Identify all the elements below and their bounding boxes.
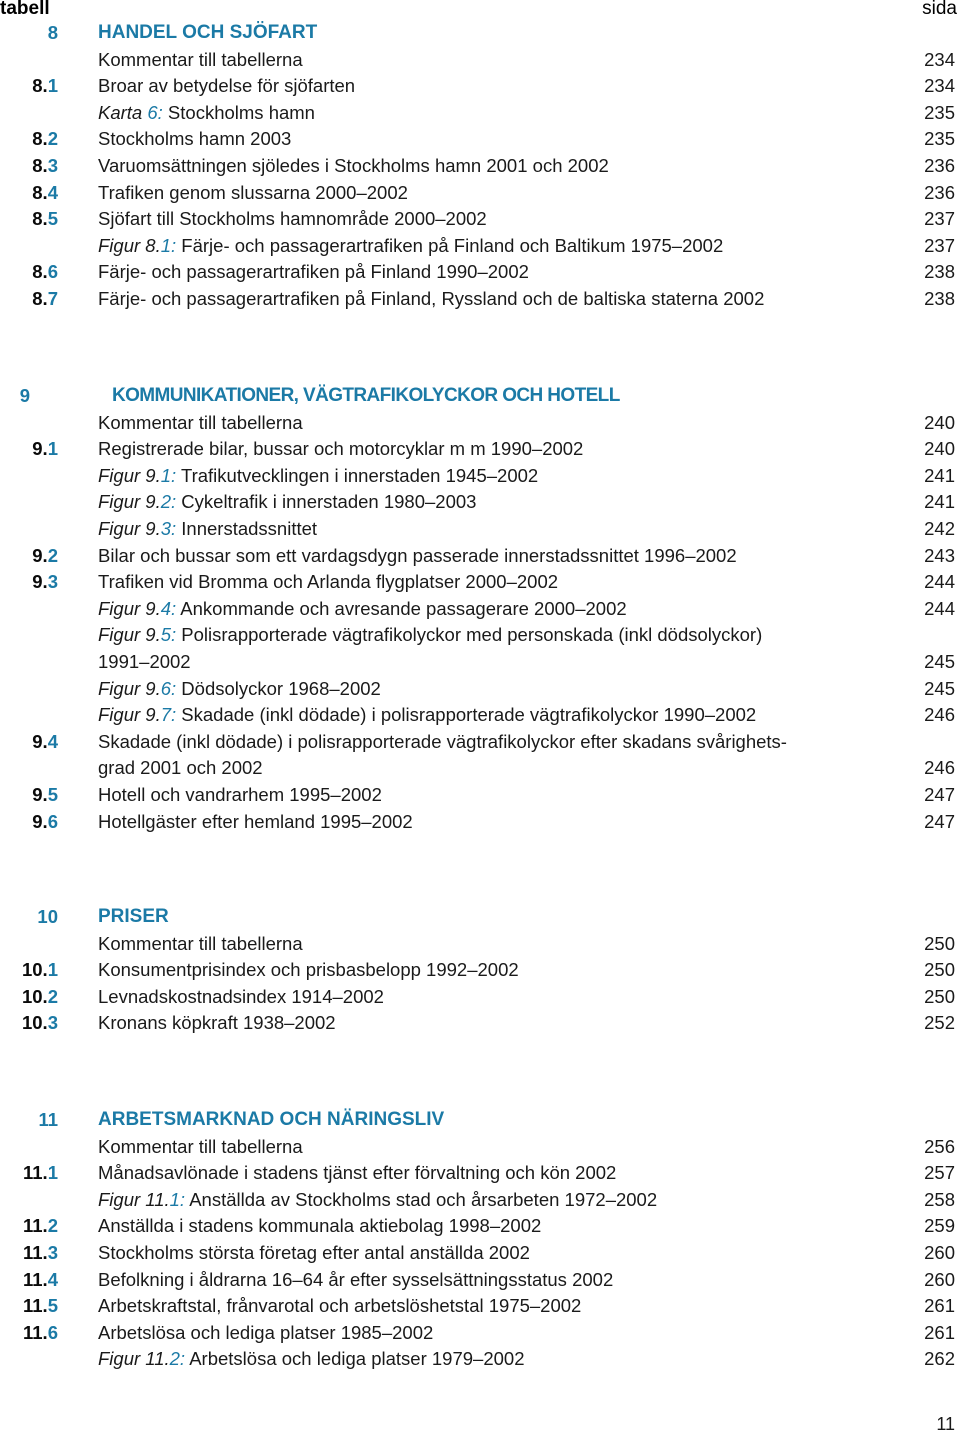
- entry-number-prefix: 10.: [21, 985, 48, 1007]
- toc-entry-table[interactable]: [0, 1213, 960, 1240]
- entry-title: [98, 489, 476, 516]
- toc-entry-table[interactable]: [0, 1320, 960, 1347]
- entry-page-number: 241: [924, 464, 955, 486]
- entry-title: Trafiken vid Bromma och Arlanda flygplatser 2000–2002: [98, 571, 559, 593]
- entry-number-suffix: 5: [47, 208, 58, 230]
- entry-number: [0, 569, 58, 596]
- figure-label: [98, 102, 163, 123]
- figure-label: [98, 491, 176, 512]
- entry-number-prefix: 9.: [32, 544, 48, 566]
- figure-label-suffix: 2:: [160, 491, 177, 513]
- toc-entry-table[interactable]: [0, 286, 960, 313]
- toc-entry-table[interactable]: [0, 543, 960, 570]
- entry-number-prefix: 10.: [21, 959, 48, 981]
- entry-title: Anställda i stadens kommunala aktiebolag 1998–2002: [98, 1215, 542, 1237]
- entry-number: [0, 126, 58, 153]
- toc-entry-comment[interactable]: [0, 47, 960, 74]
- toc-entry-figure[interactable]: [0, 1346, 960, 1373]
- entry-number-prefix: 11.: [23, 1295, 48, 1317]
- entry-title: Arbetskraftstal, frånvarotal och arbetslöshetstal 1975–2002: [98, 1295, 582, 1317]
- toc-entry-comment[interactable]: [0, 931, 960, 958]
- entry-number-prefix: 9.: [32, 810, 48, 832]
- section-heading[interactable]: [0, 904, 960, 931]
- entry-page-number: 260: [924, 1268, 955, 1290]
- entry-number-suffix: 4: [47, 181, 58, 203]
- entry-page-number: 238: [924, 287, 955, 309]
- entry-page-number: 238: [924, 261, 955, 283]
- entry-number: [0, 1320, 58, 1347]
- entry-title: Månadsavlönade i stadens tjänst efter förvaltning och kön 2002: [98, 1162, 617, 1184]
- entry-number: [0, 286, 58, 313]
- figure-title-text: Ankommande och avresande passagerare 2000–2002: [176, 597, 627, 619]
- entry-title: [98, 516, 317, 543]
- entry-page-number: 259: [924, 1215, 955, 1237]
- entry-number: [0, 1213, 58, 1240]
- entry-title: Färje- och passagerartrafiken på Finland 1990–2002: [98, 261, 529, 283]
- entry-number-prefix: 8.: [32, 75, 48, 97]
- entry-page-number: 246: [924, 757, 955, 779]
- figure-label-prefix: Figur 9.: [98, 704, 161, 726]
- column-header-tabell: tabell: [0, 0, 50, 19]
- toc-entry-figure[interactable]: [0, 622, 960, 649]
- toc-section: [0, 20, 960, 313]
- entry-number-prefix: 9.: [32, 730, 48, 752]
- entry-page-number: 250: [924, 932, 955, 954]
- entry-title: Arbetslösa och lediga platser 1985–2002: [98, 1321, 434, 1343]
- figure-label-suffix: 2:: [169, 1348, 186, 1370]
- figure-label: [98, 465, 176, 486]
- section-number: 10: [37, 906, 58, 927]
- entry-number-suffix: 4: [47, 1268, 58, 1290]
- entry-number-prefix: 9.: [32, 571, 48, 593]
- entry-number-suffix: 1: [47, 75, 58, 97]
- entry-title: Trafiken genom slussarna 2000–2002: [98, 181, 408, 203]
- entry-title: Levnadskostnadsindex 1914–2002: [98, 985, 384, 1007]
- toc-entry-figure[interactable]: [0, 516, 960, 543]
- figure-label: [98, 704, 176, 725]
- entry-page-number: 235: [924, 101, 955, 123]
- entry-number-suffix: 5: [47, 783, 58, 805]
- entry-number-suffix: 2: [47, 128, 58, 150]
- toc-entry-table[interactable]: [0, 1267, 960, 1294]
- figure-label-prefix: Figur 9.: [98, 491, 161, 513]
- entry-number-suffix: 6: [47, 810, 58, 832]
- toc-section: [0, 1107, 960, 1373]
- entry-title: [98, 596, 627, 623]
- entry-title: Stockholms hamn 2003: [98, 128, 292, 150]
- entry-title: [98, 463, 538, 490]
- entry-title: Kommentar till tabellerna: [98, 932, 303, 954]
- toc-entry-figure[interactable]: [0, 463, 960, 490]
- entry-page-number: 260: [924, 1241, 955, 1263]
- entry-page-number: 258: [924, 1188, 955, 1210]
- toc-entry-figure[interactable]: [0, 233, 960, 260]
- section-number: 9: [19, 385, 30, 406]
- entry-number-prefix: 10.: [21, 1012, 48, 1034]
- entry-number-prefix: 8.: [32, 128, 48, 150]
- toc-entry-cont[interactable]: [0, 755, 960, 782]
- entry-title: Befolkning i åldrarna 16–64 år efter sysselsättningsstatus 2002: [98, 1268, 614, 1290]
- entry-number-suffix: 2: [47, 1215, 58, 1237]
- figure-title-text: Anställda av Stockholms stad och årsarbeten 1972–2002: [185, 1188, 658, 1210]
- toc-section: [0, 383, 960, 835]
- figure-label-prefix: Figur 9.: [98, 597, 161, 619]
- entry-number: [0, 957, 58, 984]
- toc-entry-table[interactable]: [0, 126, 960, 153]
- entry-title: Konsumentprisindex och prisbasbelopp 1992–2002: [98, 959, 519, 981]
- section-title: PRISER: [98, 906, 169, 927]
- entry-page-number: 257: [924, 1162, 955, 1184]
- section-title: KOMMUNIKATIONER, VÄGTRAFIKOLYCKOR OCH HOTELL: [112, 385, 620, 406]
- entry-page-number: 262: [924, 1348, 955, 1370]
- entry-page-number: 240: [924, 411, 955, 433]
- figure-label: [98, 678, 176, 699]
- figure-label: [98, 235, 176, 256]
- entry-page-number: 250: [924, 959, 955, 981]
- toc-section: [0, 904, 960, 1037]
- entry-number-prefix: 11.: [23, 1241, 48, 1263]
- section-heading[interactable]: [0, 383, 960, 410]
- entry-page-number: 247: [924, 783, 955, 805]
- section-heading[interactable]: [0, 1107, 960, 1134]
- figure-label-prefix: Figur 9.: [98, 677, 161, 699]
- figure-label-suffix: 6:: [160, 677, 177, 699]
- column-header-sida: sida: [922, 0, 957, 19]
- figure-title-text: Cykeltrafik i innerstaden 1980–2003: [176, 491, 477, 513]
- entry-title: Bilar och bussar som ett vardagsdygn passerade innerstadssnittet 1996–2002: [98, 544, 737, 566]
- entry-page-number: 261: [924, 1321, 955, 1343]
- entry-title: [98, 100, 315, 127]
- figure-label-prefix: Figur 8.: [98, 234, 161, 256]
- entry-title: [98, 702, 756, 729]
- toc-entry-table[interactable]: [0, 180, 960, 207]
- entry-number-prefix: 8.: [32, 261, 48, 283]
- entry-title: Kronans köpkraft 1938–2002: [98, 1012, 336, 1034]
- toc-entry-table[interactable]: [0, 436, 960, 463]
- toc-entry-table[interactable]: [0, 206, 960, 233]
- entry-number: [0, 984, 58, 1011]
- entry-number: [0, 543, 58, 570]
- figure-label: [98, 624, 176, 645]
- entry-page-number: 245: [924, 650, 955, 672]
- figure-label: [98, 598, 176, 619]
- entry-number-suffix: 4: [47, 730, 58, 752]
- entry-number: [0, 153, 58, 180]
- figure-label-suffix: 6:: [147, 101, 163, 123]
- toc-entry-table[interactable]: [0, 782, 960, 809]
- figure-label-prefix: Figur 9.: [98, 464, 161, 486]
- entry-number-prefix: 8.: [32, 287, 48, 309]
- figure-label-suffix: 5:: [160, 624, 177, 646]
- entry-number-suffix: 3: [47, 1012, 58, 1034]
- toc-entry-comment[interactable]: [0, 410, 960, 437]
- figure-label-suffix: 1:: [169, 1188, 186, 1210]
- entry-title: Skadade (inkl dödade) i polisrapporterade vägtrafikolyckor efter skadans svårighets-: [98, 730, 787, 752]
- entry-title: Sjöfart till Stockholms hamnområde 2000–2002: [98, 208, 487, 230]
- toc-entry-table[interactable]: [0, 1240, 960, 1267]
- toc-entry-table[interactable]: [0, 984, 960, 1011]
- figure-label: [98, 1189, 185, 1210]
- entry-title: Broar av betydelse för sjöfarten: [98, 75, 356, 97]
- entry-number: [0, 1240, 58, 1267]
- figure-label-suffix: 1:: [160, 464, 177, 486]
- entry-number-suffix: 1: [47, 959, 58, 981]
- entry-number-prefix: 11.: [23, 1215, 48, 1237]
- figure-title-text: Innerstadssnittet: [176, 517, 318, 539]
- figure-label-prefix: Figur 11.: [98, 1348, 170, 1370]
- entry-number: [0, 73, 58, 100]
- figure-label-suffix: 7:: [160, 704, 177, 726]
- entry-number: [0, 1267, 58, 1294]
- toc-entry-table[interactable]: [0, 259, 960, 286]
- entry-title: Kommentar till tabellerna: [98, 48, 303, 70]
- entry-title: [98, 676, 381, 703]
- entry-number-prefix: 11.: [23, 1162, 48, 1184]
- entry-page-number: 237: [924, 234, 955, 256]
- entry-number: [0, 206, 58, 233]
- entry-number-prefix: 8.: [32, 181, 48, 203]
- entry-title: [98, 622, 762, 649]
- figure-label-suffix: 1:: [160, 234, 177, 256]
- toc-entry-table[interactable]: [0, 729, 960, 756]
- figure-title-text: Skadade (inkl dödade) i polisrapporterade vägtrafikolyckor 1990–2002: [176, 704, 757, 726]
- toc-entry-figure[interactable]: [0, 676, 960, 703]
- figure-label-prefix: Figur 9.: [98, 624, 161, 646]
- entry-title: grad 2001 och 2002: [98, 757, 263, 779]
- figure-label-suffix: 3:: [160, 517, 177, 539]
- figure-title-text: Polisrapporterade vägtrafikolyckor med personskada (inkl dödsolyckor): [176, 624, 763, 646]
- entry-number-suffix: 2: [47, 544, 58, 566]
- section-title: HANDEL OCH SJÖFART: [98, 22, 318, 43]
- toc-entry-table[interactable]: [0, 1293, 960, 1320]
- entry-page-number: 247: [924, 810, 955, 832]
- entry-number-suffix: 7: [47, 287, 58, 309]
- toc-entry-figure[interactable]: [0, 702, 960, 729]
- entry-title: Stockholms största företag efter antal anställda 2002: [98, 1241, 530, 1263]
- entry-title: [98, 1346, 525, 1373]
- section-heading[interactable]: [0, 20, 960, 47]
- figure-label: [98, 1348, 185, 1369]
- entry-title: Kommentar till tabellerna: [98, 411, 303, 433]
- toc-entry-table[interactable]: [0, 957, 960, 984]
- entry-page-number: 240: [924, 438, 955, 460]
- entry-page-number: 236: [924, 154, 955, 176]
- figure-label-prefix: Figur 9.: [98, 517, 161, 539]
- entry-number: [0, 729, 58, 756]
- entry-page-number: 252: [924, 1012, 955, 1034]
- figure-title-text: Stockholms hamn: [162, 101, 315, 123]
- entry-title: Hotellgäster efter hemland 1995–2002: [98, 810, 413, 832]
- entry-title: Varuomsättningen sjöledes i Stockholms hamn 2001 och 2002: [98, 154, 609, 176]
- figure-title-text: Arbetslösa och lediga platser 1979–2002: [185, 1348, 525, 1370]
- figure-label-prefix: Karta: [98, 101, 148, 123]
- entry-title: Färje- och passagerartrafiken på Finland, Ryssland och de baltiska staterna 2002: [98, 287, 765, 309]
- entry-number-suffix: 3: [47, 154, 58, 176]
- entry-page-number: 237: [924, 208, 955, 230]
- entry-page-number: 250: [924, 985, 955, 1007]
- toc-entry-table[interactable]: [0, 73, 960, 100]
- figure-label-suffix: 4:: [160, 597, 177, 619]
- entry-number: [0, 809, 58, 836]
- entry-title: Hotell och vandrarhem 1995–2002: [98, 783, 382, 805]
- toc-entry-table[interactable]: [0, 1160, 960, 1187]
- toc-entry-comment[interactable]: [0, 1134, 960, 1161]
- entry-page-number: 244: [924, 571, 955, 593]
- entry-number-prefix: 8.: [32, 208, 48, 230]
- entry-number: [0, 1160, 58, 1187]
- figure-title-text: Trafikutvecklingen i innerstaden 1945–2002: [176, 464, 539, 486]
- figure-label: [98, 518, 176, 539]
- entry-number-prefix: 9.: [32, 783, 48, 805]
- entry-title: Kommentar till tabellerna: [98, 1135, 303, 1157]
- entry-page-number: 236: [924, 181, 955, 203]
- entry-number-suffix: 6: [47, 261, 58, 283]
- entry-page-number: 246: [924, 704, 955, 726]
- entry-number: [0, 1293, 58, 1320]
- entry-page-number: 244: [924, 597, 955, 619]
- toc-entry-table[interactable]: [0, 153, 960, 180]
- toc-entry-figure[interactable]: [0, 1187, 960, 1214]
- figure-title-text: Dödsolyckor 1968–2002: [176, 677, 381, 699]
- entry-number: [0, 436, 58, 463]
- toc-entry-table[interactable]: [0, 809, 960, 836]
- figure-title-text: Färje- och passagerartrafiken på Finland och Baltikum 1975–2002: [176, 234, 724, 256]
- entry-page-number: 234: [924, 48, 955, 70]
- entry-number-suffix: 1: [47, 438, 58, 460]
- entry-page-number: 245: [924, 677, 955, 699]
- entry-page-number: 242: [924, 517, 955, 539]
- entry-title: 1991–2002: [98, 650, 191, 672]
- entry-number-suffix: 3: [47, 1241, 58, 1263]
- entry-title: [98, 233, 723, 260]
- entry-number-prefix: 8.: [32, 154, 48, 176]
- entry-number-suffix: 5: [47, 1295, 58, 1317]
- page-number: 11: [936, 1414, 955, 1434]
- entry-number: [0, 180, 58, 207]
- toc-entry-figure[interactable]: [0, 489, 960, 516]
- entry-number-prefix: 11.: [23, 1321, 48, 1343]
- entry-page-number: 241: [924, 491, 955, 513]
- toc-entry-table[interactable]: [0, 1010, 960, 1037]
- section-title: ARBETSMARKNAD OCH NÄRINGSLIV: [98, 1109, 445, 1130]
- toc-entry-table[interactable]: [0, 569, 960, 596]
- entry-page-number: 243: [924, 544, 955, 566]
- entry-page-number: 256: [924, 1135, 955, 1157]
- entry-number-suffix: 6: [47, 1321, 58, 1343]
- toc-entry-cont[interactable]: [0, 649, 960, 676]
- section-number: 8: [47, 22, 58, 43]
- entry-title: Registrerade bilar, bussar och motorcyklar m m 1990–2002: [98, 438, 584, 460]
- entry-number: [0, 782, 58, 809]
- entry-page-number: 235: [924, 128, 955, 150]
- entry-page-number: 261: [924, 1295, 955, 1317]
- entry-number-suffix: 2: [47, 985, 58, 1007]
- toc-entry-figure[interactable]: [0, 100, 960, 127]
- entry-number-suffix: 1: [47, 1162, 58, 1184]
- toc-entry-figure[interactable]: [0, 596, 960, 623]
- entry-number-prefix: 11.: [23, 1268, 48, 1290]
- entry-number: [0, 259, 58, 286]
- entry-number-suffix: 3: [47, 571, 58, 593]
- entry-number-prefix: 9.: [32, 438, 48, 460]
- figure-label-prefix: Figur 11.: [98, 1188, 170, 1210]
- entry-page-number: 234: [924, 75, 955, 97]
- entry-number: [0, 1010, 58, 1037]
- entry-title: [98, 1187, 657, 1214]
- section-number: 11: [38, 1109, 58, 1130]
